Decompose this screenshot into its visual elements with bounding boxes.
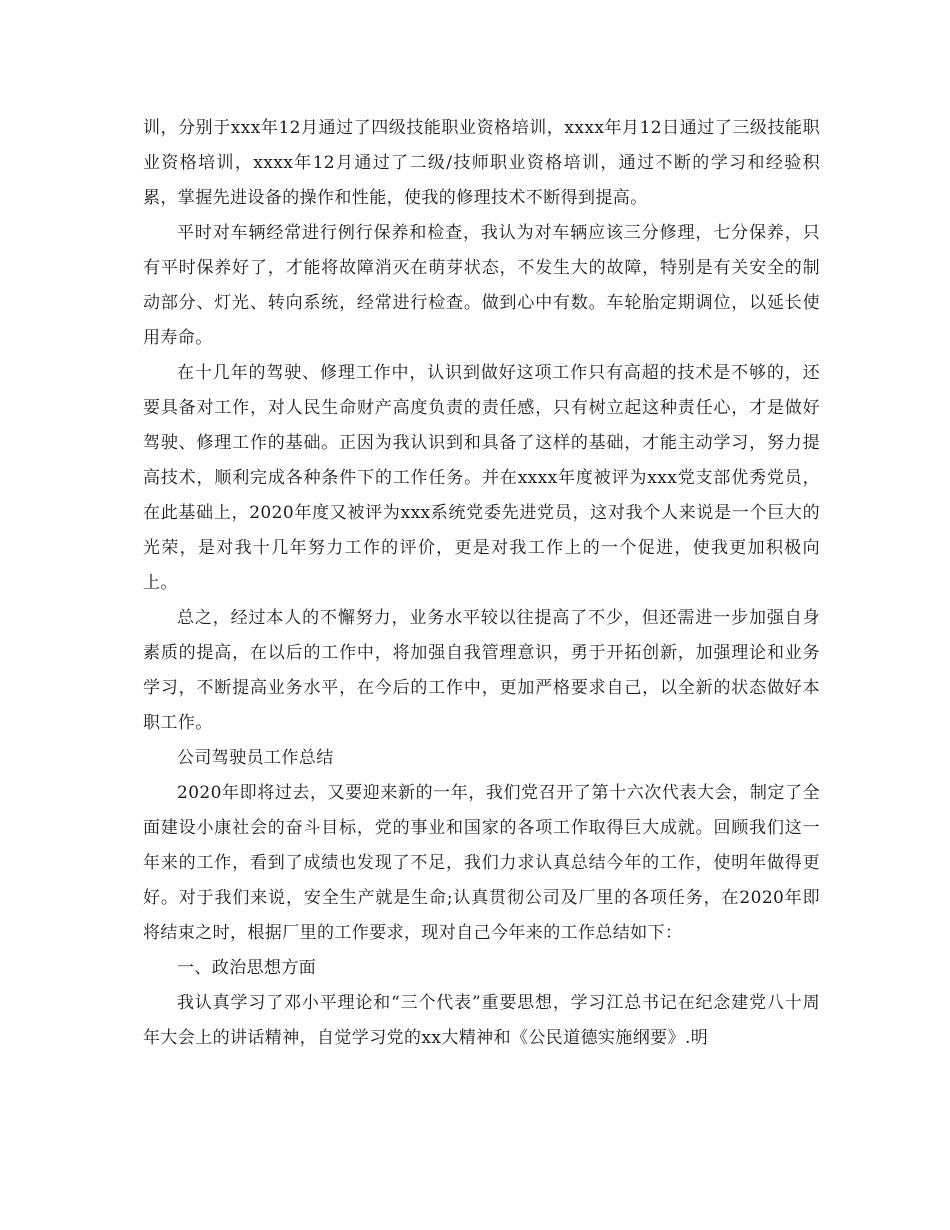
paragraph-training-continuation: 训，分别于xxx年12月通过了四级技能职业资格培训，xxxx年月12日通过了三级技能职业资格培训，xxxx年12月通过了二级/技师职业资格培训，通过不断的学习和经验积累，掌握先进设备的操作和性能，使我的修理技术不断得到提高。	[143, 118, 820, 208]
paragraph-vehicle-maintenance: 平时对车辆经常进行例行保养和检查，我认为对车辆应该三分修理，七分保养，只有平时保养好了，才能将故障消灭在萌芽状态，不发生大的故障，特别是有关安全的制动部分、灯光、转向系统，经常进行检查。做到心中有数。车轮胎定期调位，以延长使用寿命。	[143, 223, 820, 348]
document-body	[143, 111, 820, 1056]
paragraph-political-study: 我认真学习了邓小平理论和“三个代表”重要思想，学习江总书记在纪念建党八十周年大会上的讲话精神，自觉学习党的xx大精神和《公民道德实施纲要》.明	[143, 993, 820, 1048]
section-title: 公司驾驶员工作总结	[177, 748, 334, 768]
paragraph-conclusion: 总之，经过本人的不懈努力，业务水平较以往提高了不少，但还需进一步加强自身素质的提高，在以后的工作中，将加强自我管理意识，勇于开拓创新，加强理论和业务学习，不断提高业务水平，在今后的工作中，更加严格要求自己，以全新的状态做好本职工作。	[143, 608, 820, 733]
paragraph-annual-intro: 2020年即将过去，又要迎来新的一年，我们党召开了第十六次代表大会，制定了全面建设小康社会的奋斗目标，党的事业和国家的各项工作取得巨大成就。回顾我们这一年来的工作，看到了成绩也发现了不足，我们力求认真总结今年的工作，使明年做得更好。对于我们来说，安全生产就是生命;认真贯彻公司及厂里的各项任务，在2020年即将结束之时，根据厂里的工作要求，现对自己今年来的工作总结如下：	[143, 783, 820, 943]
paragraph-responsibility: 在十几年的驾驶、修理工作中，认识到做好这项工作只有高超的技术是不够的，还要具备对工作，对人民生命财产高度负责的责任感，只有树立起这种责任心，才是做好驾驶、修理工作的基础。正因为我认识到和具备了这样的基础，才能主动学习，努力提高技术，顺利完成各种条件下的工作任务。并在xxxx年度被评为xxx党支部优秀党员，在此基础上，2020年度又被评为xxx系统党委先进党员，这对我个人来说是一个巨大的光荣，是对我十几年努力工作的评价，更是对我工作上的一个促进，使我更加积极向上。	[143, 363, 820, 593]
subsection-heading-political: 一、政治思想方面	[177, 958, 317, 978]
